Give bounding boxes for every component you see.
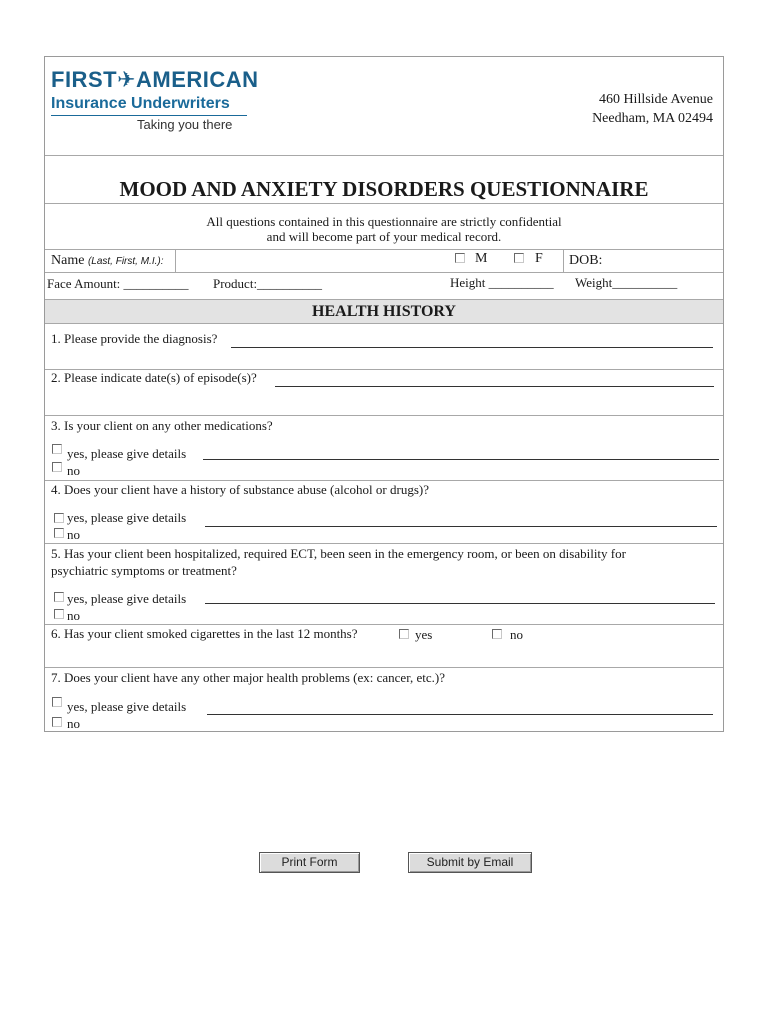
field-divider [175,250,176,272]
name-label: Name (Last, First, M.I.): [51,253,164,268]
question-4: 4. Does your client have a history of substance abuse (alcohol or drugs)? [51,482,429,497]
male-checkbox[interactable] [455,253,465,263]
q7-yes-label: yes, please give details [67,699,187,714]
q4-yes-checkbox[interactable] [54,513,64,523]
question-6: 6. Has your client smoked cigarettes in the last 12 months? [51,626,358,641]
product-field[interactable]: Product:__________ [213,276,323,291]
divider [45,272,723,273]
male-label: M [475,251,488,266]
q7-no-checkbox[interactable] [52,717,62,727]
print-form-button[interactable]: Print Form [259,852,360,873]
height-field[interactable]: Height __________ [450,275,554,290]
name-hint: (Last, First, M.I.): [87,256,164,267]
diagnosis-input[interactable] [231,347,713,348]
female-label: F [535,251,543,266]
q5-details-input[interactable] [205,603,715,604]
question-5-line-1: 5. Has your client been hospitalized, required ECT, been seen in the emergency room, or been on disability for [51,546,626,561]
q3-yes-checkbox[interactable] [52,444,62,454]
female-checkbox[interactable] [514,253,524,263]
q5-no-checkbox[interactable] [54,609,64,619]
q5-no-label: no [67,608,80,623]
divider [45,624,723,625]
submit-by-email-button[interactable]: Submit by Email [408,852,532,873]
q3-yes-label: yes, please give details [67,446,187,461]
q4-no-label: no [67,527,80,542]
question-5-line-2: psychiatric symptoms or treatment? [51,563,237,578]
health-history-header [45,299,723,324]
episode-dates-input[interactable] [275,386,714,387]
divider [45,415,723,416]
logo-swoosh-icon: ✈ [117,67,136,92]
address-line-2: Needham, MA 02494 [592,111,713,126]
q5-yes-checkbox[interactable] [54,592,64,602]
questionnaire-form [44,56,724,732]
face-amount-field[interactable]: Face Amount: __________ [47,276,189,291]
form-title: MOOD AND ANXIETY DISORDERS QUESTIONNAIRE [119,177,649,201]
confidential-line-2: and will become part of your medical record. [266,229,502,244]
question-3: 3. Is your client on any other medications? [51,418,273,433]
divider [45,480,723,481]
logo-subtitle: Insurance Underwriters [51,95,230,112]
q3-no-label: no [67,463,80,478]
q4-no-checkbox[interactable] [54,528,64,538]
q6-yes-checkbox[interactable] [399,629,409,639]
q6-no-checkbox[interactable] [492,629,502,639]
q3-no-checkbox[interactable] [52,462,62,472]
divider [45,155,723,156]
q7-details-input[interactable] [207,714,713,715]
q4-details-input[interactable] [205,526,717,527]
q6-yes-label: yes [415,627,433,642]
logo-wordmark: FIRST✈AMERICAN [51,67,259,92]
q4-yes-label: yes, please give details [67,510,187,525]
weight-field[interactable]: Weight__________ [575,275,678,290]
address-line-1: 460 Hillside Avenue [598,92,713,107]
divider [45,203,723,204]
divider [45,249,723,250]
question-7: 7. Does your client have any other major health problems (ex: cancer, etc.)? [51,670,446,685]
confidential-line-1: All questions contained in this questionnaire are strictly confidential [206,214,562,229]
question-2: 2. Please indicate date(s) of episode(s)? [51,370,257,385]
q7-yes-checkbox[interactable] [52,697,62,707]
field-divider [563,250,564,272]
section-title: HEALTH HISTORY [312,303,456,320]
logo-divider [51,115,247,116]
dob-label: DOB: [569,253,603,268]
q3-details-input[interactable] [203,459,719,460]
q6-no-label: no [510,627,523,642]
q5-yes-label: yes, please give details [67,591,187,606]
q7-no-label: no [67,716,80,731]
logo-tagline: Taking you there [137,117,233,132]
question-1: 1. Please provide the diagnosis? [51,331,218,346]
divider [45,543,723,544]
divider [45,667,723,668]
